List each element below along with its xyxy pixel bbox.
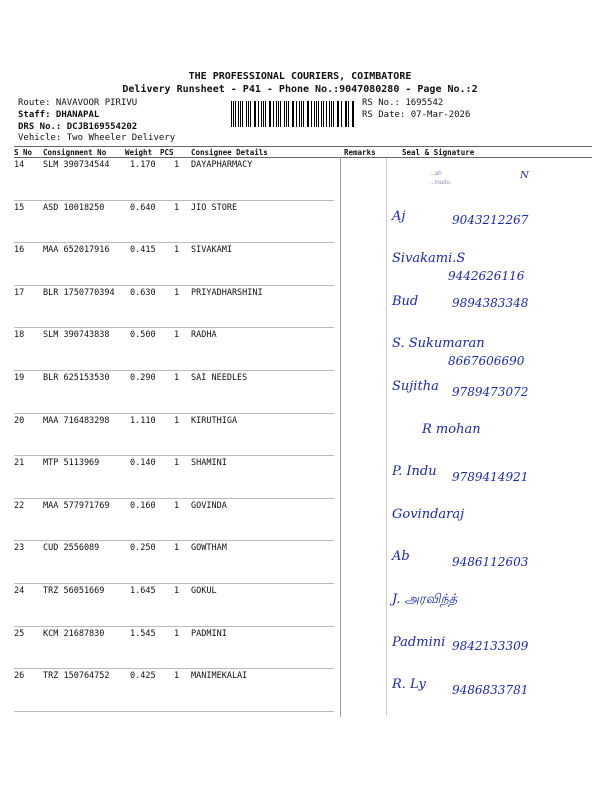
handwritten-signature: Govindaraj (392, 506, 465, 522)
table-row (0, 629, 600, 672)
barcode-bar (341, 101, 342, 127)
vehicle-info: Vehicle: Two Wheeler Delivery (18, 133, 176, 143)
row-consignment: SLM 390734544 (43, 160, 110, 170)
barcode-bar (242, 101, 243, 127)
handwritten-signature: Bud (392, 293, 419, 309)
stamp-line-2: ...inadu. (430, 180, 452, 186)
handwritten-phone: 9789473072 (452, 385, 529, 399)
col-pcs: PCS (160, 148, 174, 157)
row-divider (14, 455, 334, 456)
table-row (0, 288, 600, 331)
row-divider (14, 626, 334, 627)
handwritten-phone: 9789414921 (452, 470, 529, 485)
row-divider (14, 583, 334, 584)
header-top-rule (14, 146, 592, 147)
row-weight: 0.250 (130, 543, 156, 554)
row-weight: 1.170 (130, 160, 156, 170)
barcode-bar (265, 101, 266, 127)
row-consignee: JIO STORE (191, 202, 238, 213)
row-pcs: 1 (174, 500, 180, 511)
row-consignment: SLM 390743838 (43, 330, 110, 341)
col-consignee: Consignee Details (191, 148, 268, 157)
row-weight: 1.545 (130, 628, 156, 639)
handwritten-phone: 9486112603 (452, 555, 529, 570)
barcode-bar (337, 101, 338, 127)
ink-mark: ᴺ (520, 168, 529, 187)
rs-date: RS Date: 07-Mar-2026 (362, 110, 471, 120)
row-weight: 0.500 (130, 330, 156, 341)
handwritten-phone: 9894383348 (452, 295, 529, 310)
row-divider (14, 327, 334, 328)
row-sno: 14 (14, 160, 25, 170)
barcode (231, 101, 356, 127)
row-sno: 20 (14, 415, 25, 426)
handwritten-signature: P. Indu (392, 464, 437, 480)
header-bottom-rule (14, 157, 592, 158)
table-row (0, 416, 600, 459)
barcode-bar (250, 101, 251, 127)
row-consignment: MAA 577971769 (43, 500, 110, 511)
table-row (0, 330, 600, 373)
row-consignment: MAA 716483298 (43, 415, 110, 426)
handwritten-signature: S. Sukumaran (392, 336, 485, 352)
row-pcs: 1 (174, 373, 180, 383)
row-consignee: MANIMEKALAI (191, 671, 248, 682)
row-divider (14, 498, 334, 499)
barcode-bar (261, 101, 262, 127)
route-info: Route: NAVAVOOR PIRIVU (18, 98, 138, 108)
barcode-bar (314, 101, 315, 127)
row-divider (14, 242, 334, 243)
table-row (0, 586, 600, 629)
row-sno: 26 (14, 671, 25, 682)
row-sno: 25 (14, 628, 25, 639)
barcode-bar (238, 101, 239, 127)
row-weight: 0.640 (130, 202, 156, 213)
row-consignee: GOWTHAM (191, 543, 227, 554)
handwritten-signature: Sivakami.S (392, 251, 466, 267)
row-pcs: 1 (174, 628, 180, 639)
row-consignee: PRIYADHARSHINI (191, 287, 263, 298)
row-consignee: SIVAKAMI (191, 245, 232, 256)
row-divider (14, 668, 334, 669)
barcode-bar (273, 101, 274, 127)
table-row (0, 671, 600, 714)
col-seal-signature: Seal & Signature (402, 148, 475, 157)
table-row (0, 160, 600, 203)
barcode-bar (280, 101, 281, 127)
handwritten-signature: Ab (392, 549, 410, 565)
table-row (0, 501, 600, 544)
staff-info: Staff: DHANAPAL (18, 110, 100, 120)
row-divider (14, 285, 334, 286)
handwritten-signature: J. அரவிந்த் (392, 592, 458, 607)
row-pcs: 1 (174, 202, 180, 213)
row-pcs: 1 (174, 330, 180, 341)
handwritten-signature: Aj (392, 208, 406, 224)
handwritten-signature: R mohan (422, 421, 481, 437)
col-sno: S No (14, 148, 33, 157)
row-weight: 0.415 (130, 245, 156, 256)
row-sno: 21 (14, 458, 25, 469)
table-row (0, 203, 600, 246)
row-consignment: CUD 2556089 (43, 543, 100, 554)
handwritten-signature: Sujitha (392, 379, 439, 394)
row-consignee: KIRUTHIGA (191, 415, 238, 426)
row-divider (14, 711, 334, 712)
barcode-bar (323, 101, 324, 127)
row-sno: 19 (14, 373, 25, 383)
row-sno: 24 (14, 586, 25, 596)
row-sno: 22 (14, 500, 25, 511)
handwritten-signature: Padmini (392, 634, 446, 650)
row-weight: 0.425 (130, 671, 156, 682)
row-sno: 23 (14, 543, 25, 554)
handwritten-phone: 9442626116 (448, 269, 525, 284)
row-consignee: GOKUL (191, 586, 217, 596)
row-sno: 15 (14, 202, 25, 213)
barcode-bar (231, 101, 232, 127)
barcode-bar (284, 101, 285, 127)
row-consignee: PADMINI (191, 628, 227, 639)
row-weight: 0.140 (130, 458, 156, 469)
barcode-bar (293, 101, 294, 127)
row-divider (14, 370, 334, 371)
row-pcs: 1 (174, 458, 180, 469)
row-consignment: MTP 5113969 (43, 458, 100, 469)
row-pcs: 1 (174, 586, 180, 596)
col-weight: Weight (125, 148, 153, 157)
barcode-bar (329, 101, 330, 127)
row-consignment: BLR 1750770394 (43, 287, 115, 298)
row-divider (14, 540, 334, 541)
row-consignee: SAI NEEDLES (191, 373, 248, 383)
row-pcs: 1 (174, 415, 180, 426)
row-divider (14, 413, 334, 414)
company-title: THE PROFESSIONAL COURIERS, COIMBATORE (188, 71, 412, 82)
table-row (0, 543, 600, 586)
row-consignment: TRZ 150764752 (43, 671, 110, 682)
row-consignment: KCM 21687830 (43, 628, 105, 639)
row-pcs: 1 (174, 160, 180, 170)
row-consignee: SHAMINI (191, 458, 227, 469)
handwritten-phone: 8667606690 (448, 354, 525, 369)
table-row (0, 373, 600, 416)
barcode-bar (307, 101, 308, 127)
barcode-bar (348, 101, 349, 127)
row-weight: 1.645 (130, 586, 156, 596)
row-pcs: 1 (174, 543, 180, 554)
row-pcs: 1 (174, 287, 180, 298)
row-consignee: DAYAPHARMACY (191, 160, 253, 170)
handwritten-phone: 9486833781 (452, 683, 529, 698)
row-weight: 1.110 (130, 415, 156, 426)
row-consignee: GOVINDA (191, 500, 227, 511)
row-consignment: BLR 625153530 (43, 373, 110, 383)
row-consignment: MAA 652017916 (43, 245, 110, 256)
stamp-line-1: ...ah (430, 171, 442, 177)
table-row (0, 458, 600, 501)
row-weight: 0.160 (130, 500, 156, 511)
col-remarks: Remarks (344, 148, 376, 157)
drs-info: DRS No.: DCJB169554202 (18, 122, 138, 132)
barcode-bar (299, 101, 300, 127)
runsheet-subtitle: Delivery Runsheet - P41 - Phone No.:9047080280 - Page No.:2 (122, 84, 478, 95)
row-sno: 17 (14, 287, 25, 298)
row-consignee: RADHA (191, 330, 217, 341)
row-sno: 18 (14, 330, 25, 341)
row-consignment: ASD 10018250 (43, 202, 105, 213)
row-consignment: TRZ 56051669 (43, 586, 105, 596)
row-divider (14, 200, 334, 201)
handwritten-phone: 9842133309 (452, 638, 529, 653)
handwritten-signature: R. Ly (392, 677, 426, 693)
handwritten-phone: 9043212267 (452, 212, 529, 227)
rs-number: RS No.: 1695542 (362, 98, 444, 108)
col-consignment: Consignment No (43, 148, 107, 157)
row-weight: 0.290 (130, 373, 156, 383)
table-row (0, 245, 600, 288)
row-weight: 0.630 (130, 287, 156, 298)
row-pcs: 1 (174, 245, 180, 256)
row-sno: 16 (14, 245, 25, 256)
row-pcs: 1 (174, 671, 180, 682)
